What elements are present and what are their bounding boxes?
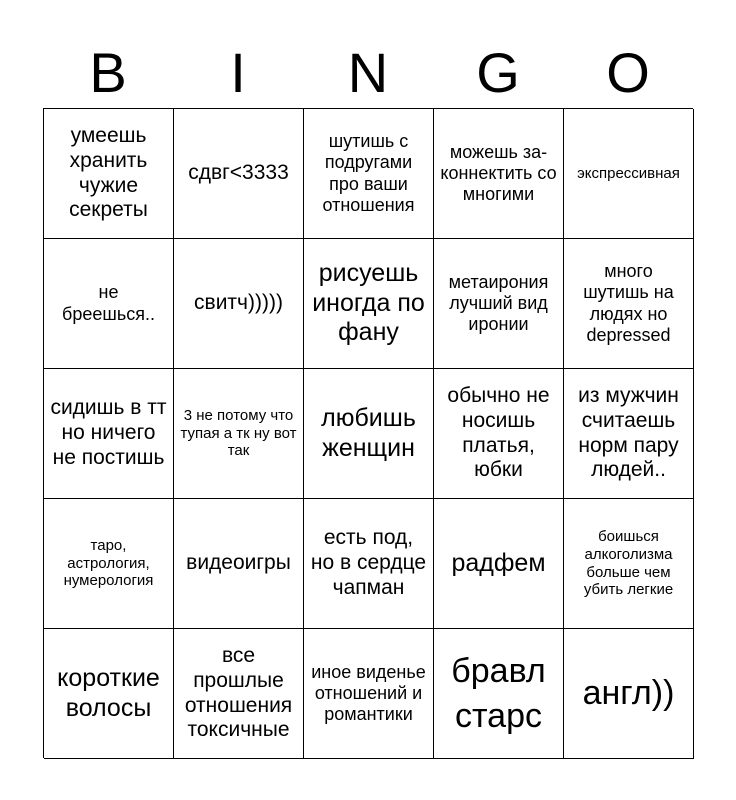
bingo-cell[interactable]: обычно не носишь платья, юбки: [434, 369, 564, 499]
bingo-cell[interactable]: сдвг<3333: [174, 109, 304, 239]
bingo-cell[interactable]: иное виденье отношений и романтики: [304, 629, 434, 759]
bingo-cell[interactable]: англ)): [564, 629, 694, 759]
bingo-cell[interactable]: много шутишь на людях но depressed: [564, 239, 694, 369]
bingo-cell[interactable]: таро, астрология, нумерология: [44, 499, 174, 629]
bingo-cell[interactable]: рисуешь иногда по фану: [304, 239, 434, 369]
bingo-cell[interactable]: свитч))))): [174, 239, 304, 369]
header-letter-b: B: [89, 41, 127, 104]
bingo-cell[interactable]: умеешь хранить чужие секреты: [44, 109, 174, 239]
bingo-cell[interactable]: 3 не потому что тупая а тк ну вот так: [174, 369, 304, 499]
bingo-cell[interactable]: все прошлые отношения токсичные: [174, 629, 304, 759]
header-letter-i: I: [230, 41, 246, 104]
bingo-header: [43, 40, 693, 106]
bingo-cell[interactable]: шутишь с подругами про ваши отношения: [304, 109, 434, 239]
header-letter-n: N: [347, 41, 389, 104]
bingo-cell[interactable]: из мужчин считаешь норм пару людей..: [564, 369, 694, 499]
bingo-cell[interactable]: видеоигры: [174, 499, 304, 629]
bingo-cell[interactable]: есть под, но в сердце чапман: [304, 499, 434, 629]
bingo-cell[interactable]: метаирония лучший вид иронии: [434, 239, 564, 369]
header-letter-g: G: [476, 41, 520, 104]
bingo-cell[interactable]: не бреешься..: [44, 239, 174, 369]
bingo-cell[interactable]: экспрессивная: [564, 109, 694, 239]
bingo-board: [43, 108, 693, 758]
bingo-cell[interactable]: радфем: [434, 499, 564, 629]
header-letter-o: O: [606, 41, 650, 104]
bingo-cell[interactable]: короткие волосы: [44, 629, 174, 759]
bingo-cell[interactable]: можешь за-коннектить со многими: [434, 109, 564, 239]
bingo-cell[interactable]: бравл старс: [434, 629, 564, 759]
bingo-cell[interactable]: сидишь в тт но ничего не постишь: [44, 369, 174, 499]
bingo-cell[interactable]: любишь женщин: [304, 369, 434, 499]
bingo-cell[interactable]: боишься алкоголизма больше чем убить легкие: [564, 499, 694, 629]
